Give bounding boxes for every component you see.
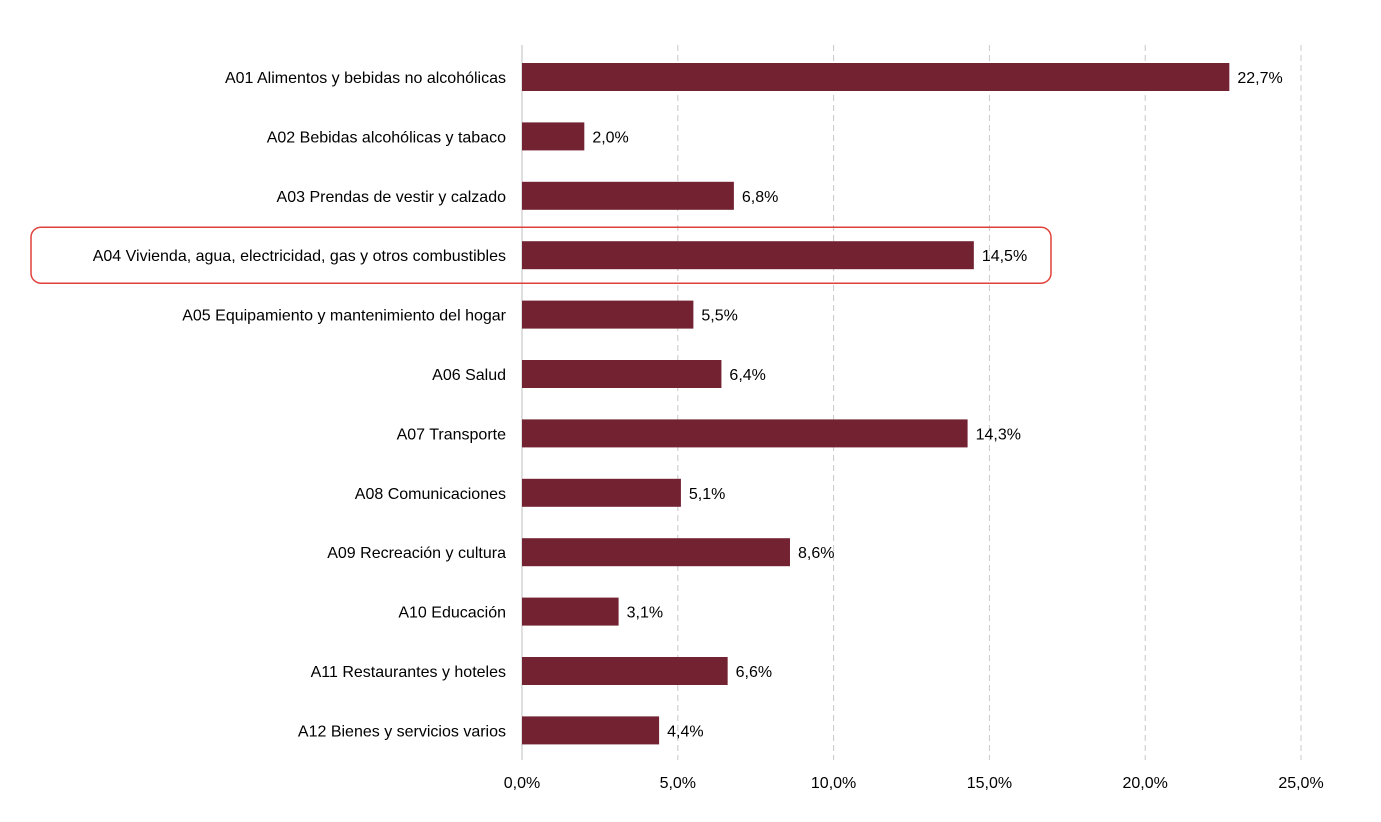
x-tick-label: 10,0% [810, 775, 857, 792]
bar [522, 479, 681, 507]
data-label: 22,7% [1237, 70, 1283, 87]
bar [522, 241, 974, 269]
x-tick-label: 15,0% [966, 775, 1013, 792]
data-label: 6,4% [729, 367, 766, 384]
bar [522, 419, 968, 447]
gridlines [522, 45, 1301, 760]
category-label: A01 Alimentos y bebidas no alcohólicas [224, 70, 506, 87]
bar [522, 63, 1229, 91]
data-label: 3,1% [626, 604, 664, 622]
bar [522, 360, 721, 388]
bar [522, 716, 659, 744]
data-label: 4,4% [667, 723, 704, 741]
category-label: A03 Prendas de vestir y calzado [276, 188, 506, 206]
x-tick-label: 0,0% [503, 775, 541, 792]
x-axis-ticks [504, 775, 1324, 792]
x-tick-label: 20,0% [1122, 775, 1168, 792]
bar [522, 301, 693, 329]
category-label: A07 Transporte [396, 426, 506, 444]
data-label: 5,1% [688, 485, 726, 503]
x-tick-label: 25,0% [1278, 775, 1324, 792]
category-label: A11 Restaurantes y hoteles [310, 664, 506, 681]
category-label: A02 Bebidas alcohólicas y tabaco [266, 129, 506, 147]
data-labels [592, 70, 1282, 740]
data-label: 6,6% [735, 664, 773, 681]
bar [522, 538, 790, 566]
data-label: 5,5% [701, 307, 738, 325]
category-label: A12 Bienes y servicios varios [297, 723, 506, 741]
category-label: A04 Vivienda, agua, electricidad, gas y otros combustibles [92, 248, 506, 266]
category-label: A06 Salud [432, 367, 506, 384]
category-labels [93, 70, 507, 740]
data-label: 14,3% [975, 426, 1021, 444]
category-label: A08 Comunicaciones [354, 485, 506, 503]
data-label: 2,0% [592, 129, 629, 147]
data-label: 14,5% [981, 248, 1028, 266]
bar [522, 598, 619, 626]
category-label: A05 Equipamiento y mantenimiento del hogar [182, 307, 506, 325]
data-label: 6,8% [741, 188, 779, 206]
bar [522, 657, 728, 685]
bar [522, 122, 584, 150]
bar [522, 182, 734, 210]
category-label: A10 Educación [398, 604, 506, 622]
data-label: 8,6% [797, 545, 835, 563]
x-tick-label: 5,0% [659, 775, 697, 792]
bars [522, 63, 1229, 744]
category-label: A09 Recreación y cultura [327, 545, 506, 563]
